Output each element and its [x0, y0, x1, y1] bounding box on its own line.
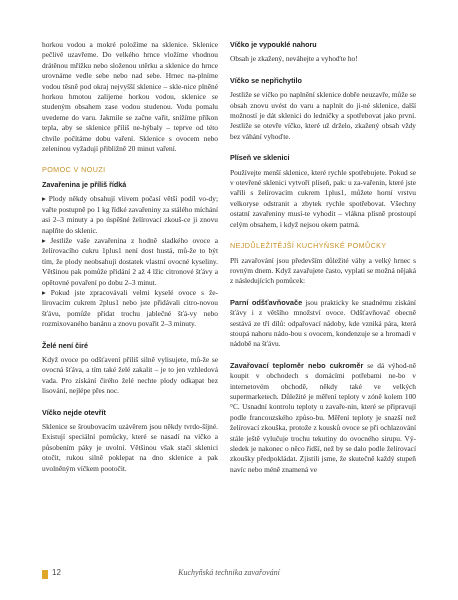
- subsection-text: Sklenice se šroubovacím uzávěrem jsou někdy tvrdo-šíjné. Existují speciální pomůcky, které se nasadí na víčko a působením páky je uvolní. Většinou však stačí sklenici otočit, rukou silně poklepat na dno sklenice a pak uvolněným víčkem pootočit.: [42, 422, 218, 473]
- subsection-title: Víčko se nepřichytilo: [230, 75, 302, 85]
- section-title-tools: NEJDŮLEŽITĚJŠÍ KUCHYŇSKÉ POMŮCKY: [230, 241, 387, 251]
- inline-paragraph: [230, 298, 416, 350]
- tools-intro: [230, 256, 416, 287]
- subsection-steam-juicer: [230, 298, 416, 350]
- subsection-text: Jestliže se víčko po naplnění sklenice dobře neuzavře, může se obsah znovu uvést do varu a naplnit do ji-né sklenice, další možností je dát sklenici do ledničky a spotřebovat jako první. Jestliže se otevře víčko, které už drželo, zkažený obsah vždy bez váhání vyhoďte.: [230, 90, 416, 141]
- subsection-mold: [230, 153, 416, 230]
- subsection-lid-bulging: [230, 40, 416, 65]
- subsection-lid-wont-open: [42, 408, 218, 474]
- inline-title: Zavařovací teploměr nebo cukroměr: [230, 360, 364, 370]
- inline-paragraph: [230, 361, 416, 475]
- page-number: 12: [52, 568, 61, 577]
- inline-title: Parní odšťavňovače: [230, 297, 303, 307]
- inline-text: jsou prakticky ke snadnému získání šťávy i z většího množství ovoce. Odšťavňovač obecně sestává ze tří dílů: odpařovací nádoby, kde vzniká pára, která stoupá nahoru nádo-bou s ovocem, kondenzuje se a hromadí v nádobě na šťávu.: [230, 297, 416, 349]
- right-column: [230, 40, 416, 486]
- page-footer: [0, 566, 458, 586]
- subsection-title: Víčko je vypouklé nahoru: [230, 40, 317, 49]
- running-title: Kuchyňská technika zavařování: [178, 568, 280, 577]
- intro-text: horkou vodou a mokré položíme na sklenice. Sklenice pečlivě uzavřeme. Do velkého hrnce vložíme vhodnou drátěnou mřížku nebo složenou utěrku a sklenice do hrnce urovnáme vedle sebe nebo nad sebe. Hrnec na-plníme vodou těsně pod okraj nejvyšší sklenice – skle-nice plněné horkou hmotou zalijeme horkou vodou, sklenice se studeným obsahem zase vodou studenou. Vodu pomalu uvedeme do varu. Jakmile se začne vařit, snížíme příkon tepla, aby se sklenice příliš ne-hýbaly – teprve od této chvíle počítáme dobu vaření. Sklenice s ovocem nebo zeleninou vyžadují přibližně 20 minut vaření.: [42, 40, 218, 154]
- subsection-jelly-not-clear: [42, 341, 218, 397]
- subsection-title: Víčko nejde otevřít: [42, 407, 106, 417]
- subsection-text: Používejte menší sklenice, které rychle spotřebujete. Pokud se v otevřené sklenici vytvoří plíseň, pak: u za-vařenin, které jste vařili s želírovacím cukrem 1plus1, můžete horní vrstvu velkoryse odstranit a zbytek rychle spotřebovat. Všechny ostatní zavařeniny musí-te vyhodit – vlákna plísně prostoupí celým obsahem, i když nejsou okem patrná.: [230, 167, 416, 229]
- subsection-thermometer: [230, 361, 416, 475]
- subsection-lid-not-sealed: [230, 76, 416, 142]
- subsection-title: Plíseň ve sklenici: [230, 153, 290, 163]
- subsection-text: Obsah je zkažený, neváhejte a vyhoďte ho!: [230, 54, 358, 64]
- intro-paragraph: [42, 40, 218, 154]
- left-column: [42, 40, 218, 485]
- subsection-text: Když ovoce po odšťavení příliš silně vylisujete, mů-že se ovocná šťáva, a tím také želé zakalit – je to jen vzhledová vada. Pro získání čirého želé nechte plody odkapat bez lisování, nejlépe přes noc.: [42, 354, 218, 396]
- section-title-emergency: POMOC V NOUZI: [42, 165, 106, 175]
- bullet-paragraph: ▸ Pokud jste zpracovávali velmi kyselé ovoce s že-lírovacím cukrem 2plus1 nebo jste přidávali citro-novou šťávu, pomůže přidat trochu jablečné šťá-vy nebo rozmixovaného banánu a znovu povařit 2–3 minuty.: [42, 287, 218, 329]
- subsection-title: Želé není čiré: [42, 340, 88, 350]
- section-intro-text: Při zavařování jsou především důležité váhy a velký hrnec s rovným dnem. Když zavařujete často, vyplatí se možná nějaká z následujících pomůcek:: [230, 255, 416, 286]
- bullet-paragraph: ▸ Plody někdy obsahují vlivem počasí větší podíl vo-dy; vařte postupně po 1 kg řídké zavařeniny za stálého míchání asi 2–3 minuty a po úspěšné želírovací zkouš-ce ji znovu naplňte do sklenic.: [42, 194, 218, 235]
- bullet-paragraph: ▸ Jestliže vaše zavařenina z hodně sladkého ovoce a želírovacího cukru 1plus1 není dost hustá, mů-že to být tím, že plody neobsahují dostatek vlastní ovocné kyseliny. Většinou pak pomůže přidání 2 až 4 lžic citronové šťávy a opětovné povaření po dobu 2–3 minut.: [42, 235, 218, 287]
- subsection-title: Zavařenina je příliš řídká: [42, 179, 127, 189]
- inline-text: se dá výhod-ně koupit v obchodech s domácími potřebami ne-bo v internetovém obchodě, někdy také ve velkých supermarketech. Důležité je měření teploty v zóně kolem 100 °C. Usnadní kontrolu teploty u zavaře-nin, které se připravují podle francouzského způso-bu. Měření teploty je snazší než želírovací zkouška, protože z kousků ovoce se při ochlazování stále ještě vylučuje trochu tekutiny do ovocného sirupu. Vý-sledek je nakonec o něco řidší, než by se dalo podle želírovací zkoušky předpokládat. Zjistili jsme, že skutečně každý stupeň navíc nebo méně znamená ve: [230, 360, 416, 474]
- subsection-too-thin: [42, 180, 218, 330]
